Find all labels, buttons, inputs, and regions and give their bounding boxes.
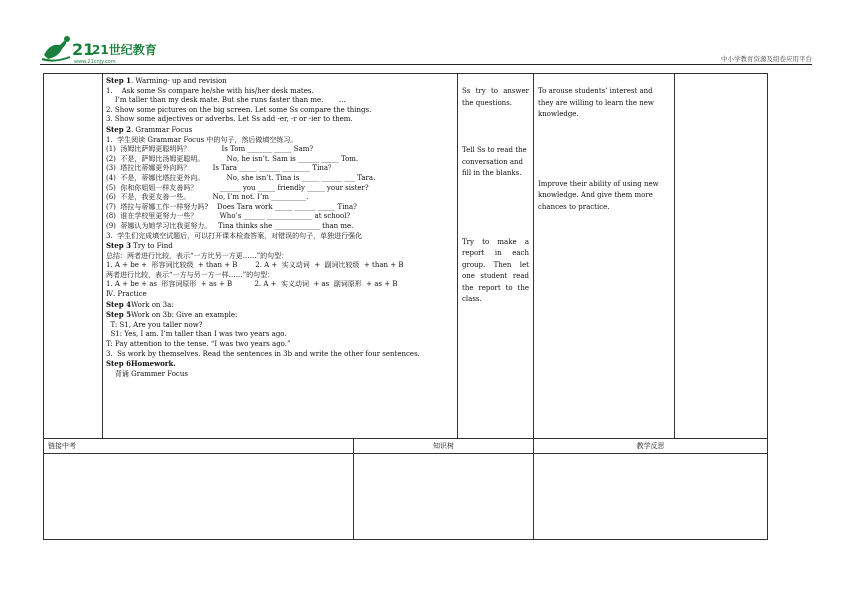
process-line: [106, 280, 454, 290]
process-text: 3. Ss work by themselves. Read the sentences in 3b and write the other four sentences.: [106, 349, 420, 358]
activity-3-line-2: report in each: [462, 249, 529, 257]
activity-1-line-1: Ss try to answer: [462, 87, 529, 95]
process-line: [106, 290, 454, 300]
process-line: [106, 359, 454, 370]
process-text: (1) 汤姆比萨姆更聪明吗？ Is Tom _______ _____ Sam?: [106, 145, 314, 154]
teaching-reflection-header: 教学反思: [534, 439, 768, 454]
knowledge-tree-cell: [354, 454, 534, 540]
intent-2-line-1: Improve their ability of using new: [538, 179, 659, 188]
reflection-table: [43, 438, 768, 540]
teaching-reflection-cell: [534, 454, 768, 540]
process-text: 总结：两者进行比较，表示“一方比另一方更……”的句型：: [106, 251, 289, 260]
student-activity-cell: [458, 74, 534, 439]
process-text: (4) 不是，蒂娜比塔拉更外向。 No, she isn’t. Tina is _____ ______ ___ Tara.: [106, 173, 376, 182]
exam-link-cell: [44, 454, 354, 540]
activity-3-line-4: one student read: [462, 272, 529, 280]
process-line: [106, 155, 454, 165]
process-line: [106, 340, 454, 350]
process-line: [106, 203, 454, 213]
header-platform-name: 中小学教育资源及组卷应用平台: [721, 55, 812, 63]
activity-2-line-3: fill in the blanks.: [462, 169, 522, 177]
process-text: 1. A + be + as 形容词原形 + as + B 2. A + 实义动词 + as 副词原形 + as + B: [106, 280, 398, 289]
header-divider: [40, 64, 812, 65]
process-text: 1. 学生阅读 Grammar Focus 中的句子，然后做填空练习。: [106, 135, 298, 144]
activity-2-line-1: Tell Ss to read the: [462, 146, 527, 154]
process-line: [106, 145, 454, 155]
process-text: 两者进行比较，表示“一方与另一方一样……”的句型：: [106, 270, 275, 279]
process-line: [106, 87, 454, 97]
process-lines: [106, 76, 454, 379]
process-line: [106, 164, 454, 174]
process-line: [106, 212, 454, 222]
process-text: 3. Show some adjectives or adverbs. Let Ss add -er, -r or -ier to them.: [106, 115, 353, 124]
empty-left-cell: [44, 74, 103, 439]
process-line: [106, 241, 454, 252]
process-line: [106, 232, 454, 242]
process-text: Ⅳ. Practice: [106, 290, 147, 299]
logo-runner-icon: [40, 33, 157, 65]
intent-1-line-3: knowledge.: [538, 110, 579, 118]
process-text: 1. A + be + 形容词比较级 + than + B 2. A + 实义动词 + 副词比较级 + than + B: [106, 261, 404, 270]
process-text: (7) 塔拉与蒂娜工作一样努力吗? Does Tara work _____ ______ _____ Tina?: [106, 202, 357, 211]
process-line: [106, 76, 454, 87]
process-text: . Grammar Focus: [130, 125, 193, 134]
step-label: Step 1: [106, 76, 131, 85]
process-text: Work on 3b: Give an example:: [130, 311, 238, 320]
process-text: T: S1, Are you taller now?: [106, 320, 203, 329]
activity-2-line-2: conversation and: [462, 157, 524, 166]
step-label: Step 3: [106, 241, 131, 251]
step-label: Step 2: [106, 124, 131, 134]
process-text: Try to Find: [130, 242, 173, 251]
activity-1-line-2: the questions.: [462, 98, 513, 107]
svg-text:21世纪教育: 21世纪教育: [92, 43, 157, 57]
activity-3-line-5: the report to the: [462, 283, 529, 292]
process-text: S1: Yes, I am. I’m taller than I was two years ago.: [106, 330, 287, 339]
design-intent-cell: [534, 74, 675, 439]
step-label: Step 6Homework.: [106, 359, 176, 369]
intent-1-line-1: To arouse students’ interest and: [538, 87, 653, 95]
process-line: [106, 261, 454, 271]
intent-1-line-2: they are willing to learn the new: [538, 98, 654, 107]
process-text: T: Pay attention to the tense. “I was two years ago.”: [106, 340, 291, 349]
activity-3-line-6: class.: [462, 295, 482, 303]
process-text: (6) 不是，我更友善一些。 No, I’m not. I’m __________.: [106, 193, 309, 202]
logo: [40, 33, 157, 65]
process-line: [106, 125, 454, 136]
process-line: [106, 350, 454, 360]
knowledge-tree-header: 知识树: [354, 439, 534, 454]
process-text: 背诵 Grammer Focus: [106, 369, 188, 378]
process-line: [106, 310, 454, 321]
intent-2-line-3: chances to practice.: [538, 202, 610, 211]
empty-right-cell: [675, 74, 768, 439]
svg-text:21: 21: [72, 40, 95, 59]
intent-2-line-2: knowledge. And give them more: [538, 191, 653, 199]
activity-3-line-1: Try to make a: [462, 237, 529, 246]
exam-link-header: 链接中考: [44, 439, 354, 454]
process-line: [106, 174, 454, 184]
process-line: [106, 222, 454, 232]
process-line: [106, 136, 454, 146]
process-text: 3. 学生们完成填空试题后，可以打开课本检查答案，对错误的句子，单独进行强化: [106, 231, 363, 240]
process-text: I’m taller than my desk mate. But she runs faster than me. …: [106, 96, 346, 105]
step-label: Step 4: [106, 299, 131, 309]
svg-text:www.21cnjy.com: www.21cnjy.com: [74, 59, 116, 65]
process-line: [106, 300, 454, 311]
lesson-table: [43, 73, 767, 540]
process-line: [106, 321, 454, 331]
process-text: (5) 你和你姐姐一样友善吗？ ______ you _____ friendly _____ your sister?: [106, 183, 369, 192]
process-line: [106, 184, 454, 194]
process-line: [106, 330, 454, 340]
teaching-process-cell: [103, 74, 458, 439]
process-line: [106, 96, 454, 106]
process-text: . Warming- up and revision: [130, 77, 227, 85]
process-table: [43, 73, 768, 439]
process-text: 2. Show some pictures on the big screen. Let some Ss compare the things.: [106, 105, 372, 114]
process-text: (9) 蒂娜认为她学习比我更努力。 Tina thinks she _____________ than me.: [106, 221, 354, 230]
process-line: [106, 115, 454, 125]
process-line: [106, 252, 454, 262]
process-line: [106, 370, 454, 380]
process-text: (3) 塔拉比蒂娜更外向吗？ Is Tara _____ ______ ________ Tina？: [106, 164, 336, 173]
process-text: 1. Ask some Ss compare he/she with his/her desk mates.: [106, 86, 314, 95]
process-text: Work on 3a:: [130, 300, 174, 309]
process-line: [106, 193, 454, 203]
process-text: (8) 谁在学校里更努力一些？ Who’s ______ _____________ at school?: [106, 212, 351, 221]
activity-3-line-3: group. Then let: [462, 260, 529, 269]
step-label: Step 5: [106, 310, 131, 320]
process-line: [106, 106, 454, 116]
process-text: (2) 不是，萨姆比汤姆更聪明。 No, he isn’t. Sam is ______ _____ Tom.: [106, 154, 359, 163]
